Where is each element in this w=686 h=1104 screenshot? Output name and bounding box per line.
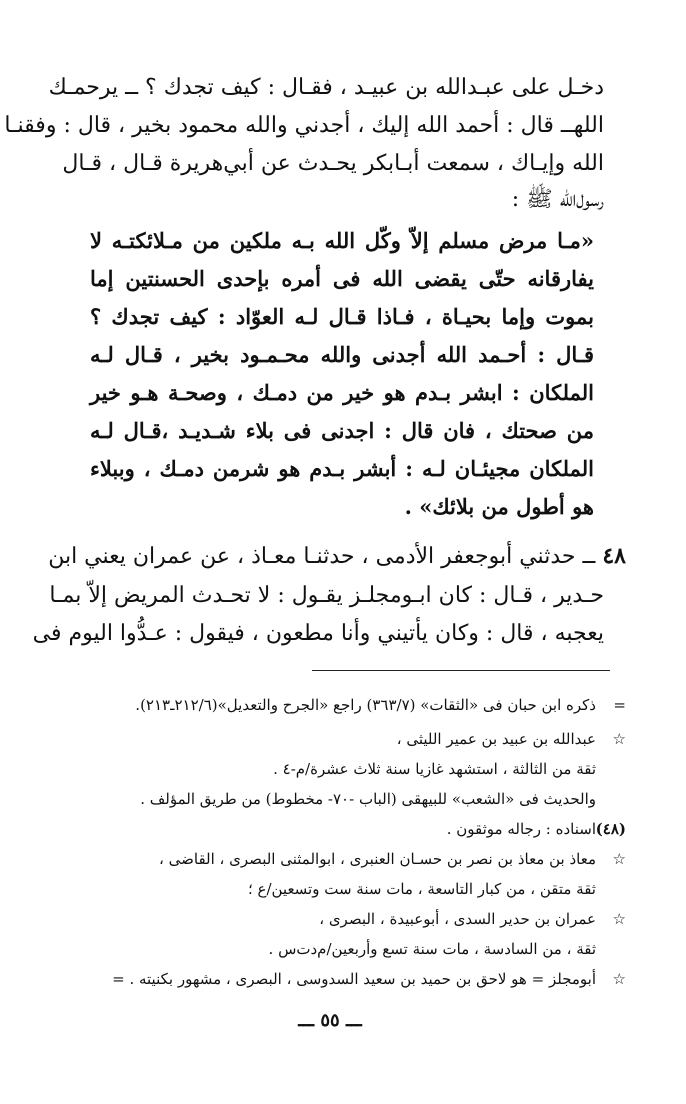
- footnote-1: [66, 694, 626, 716]
- footnote-text: ثقة ، من السادسة ، مات سنة تسع وأربعين/م‌دت‌س .: [268, 940, 596, 958]
- intro-line-3: الله وإيـاك ، سمعت أبـابكر يحـدث عن أبي‌هريرة قـال ، قـال: [62, 151, 604, 176]
- intro-line-2: اللهــ قال : أحمد الله إليك ، أجدني والله محمود بخير ، قال : وفقنـا: [4, 113, 604, 138]
- star-icon: ☆: [612, 850, 626, 868]
- footnote-10: [66, 968, 626, 990]
- footnote-text: أبومجلز = هو لاحق بن حميد بن سعيد السدوسى ، البصرى ، مشهور بكنيته . =: [112, 970, 596, 988]
- quote-line-5: الملكان : ابشر بـدم هو خير من دمـك ، وصحـة هـو خير: [90, 380, 594, 405]
- continuation-mark: =: [613, 696, 626, 714]
- star-icon: ☆: [612, 910, 626, 928]
- footnote-text: والحديث فى «الشعب» للبيهقى (الباب -٧٠- مخطوط) من طريق المؤلف .: [140, 790, 596, 808]
- star-icon: ☆: [612, 970, 626, 988]
- footnote-3: [66, 758, 626, 780]
- quote-line-7: الملكان مجيئـان لـه : أبشر بـدم هو شرمن دمـك ، وببلاء: [90, 456, 594, 481]
- footnote-7: [66, 878, 626, 900]
- footnote-5: [66, 818, 626, 840]
- footnote-8: [66, 908, 626, 930]
- footnote-text: ثقة من الثالثة ، استشهد غازيا سنة ثلاث عشرة/م-٤ .: [273, 760, 596, 778]
- footnote-text: عمران بن حدير السدى ، أبوعبيدة ، البصرى ،: [319, 910, 596, 928]
- quote-line-8: هو أطول من بلائك» .: [404, 494, 594, 519]
- page-number: ـــ ٥٥ ـــ: [298, 1010, 362, 1031]
- quote-line-1: «مـا مرض مسلم إلاّ وكّل الله بـه ملكين من مـلائكتـه لا: [90, 228, 594, 253]
- hadith-48-line-1: [48, 540, 626, 573]
- quote-line-3: بموت وإما بحيـاة ، فـاذا قـال لـه العوّاد : كيف تجدك ؟: [90, 304, 594, 329]
- footnote-number: (٤٨): [595, 820, 626, 838]
- footnote-4: [66, 788, 626, 810]
- quote-line-2: يفارقانه حتّى يقضى الله فى أمره بإحدى الحسنتين إما: [90, 266, 594, 291]
- footnote-text: ثقة متقن ، من كبار التاسعة ، مات سنة ست وتسعين/ع ؛: [247, 880, 596, 898]
- intro-line-4: رسول‌الله ﷺ :: [511, 187, 604, 212]
- footnote-6: [66, 848, 626, 870]
- footnote-divider: [312, 670, 610, 671]
- footnote-text: اسناده : رجاله موثقون .: [446, 820, 596, 838]
- star-icon: ☆: [612, 730, 626, 748]
- footnote-text: معاذ بن معاذ بن نصر بن حسـان العنبرى ، ابوالمثنى البصرى ، القاضى ،: [159, 850, 596, 868]
- footnote-text: عبدالله بن عبيد بن عمير الليثى ،: [396, 730, 596, 748]
- footnote-2: [66, 728, 626, 750]
- hadith-48-line-3: يعجبه ، قال : وكان يأتيني وأنا مطعون ، فيقول : عـدُّوا اليوم فى: [32, 621, 604, 646]
- quote-line-4: قـال : أحـمد الله أجدنى والله محـمـود بخير ، قـال لـه: [90, 342, 594, 367]
- footnote-text: ذكره ابن حبان فى «الثقات» (٣٦٣/٧) راجع «الجرح والتعديل»(٢١٢/٦ـ٢١٣).: [135, 696, 596, 714]
- hadith-number: ٤٨: [602, 543, 626, 569]
- footnote-9: [66, 938, 626, 960]
- hadith-48-text-1: ــ حدثني أبوجعفر الأدمى ، حدثنـا معـاذ ، عن عمران يعني ابن: [48, 544, 596, 569]
- quote-line-6: من صحتك ، فان قال : اجدنى فى بلاء شـديـد ،قـال لـه: [90, 418, 594, 443]
- intro-line-1: دخـل على عبـدالله بن عبيـد ، فقـال : كيف تجدك ؟ ــ يرحمـك: [48, 75, 604, 100]
- hadith-48-line-2: حـدير ، قـال : كان ابـومجلـز يقـول : لا تحـدث المريض إلاّ بمـا: [49, 583, 604, 608]
